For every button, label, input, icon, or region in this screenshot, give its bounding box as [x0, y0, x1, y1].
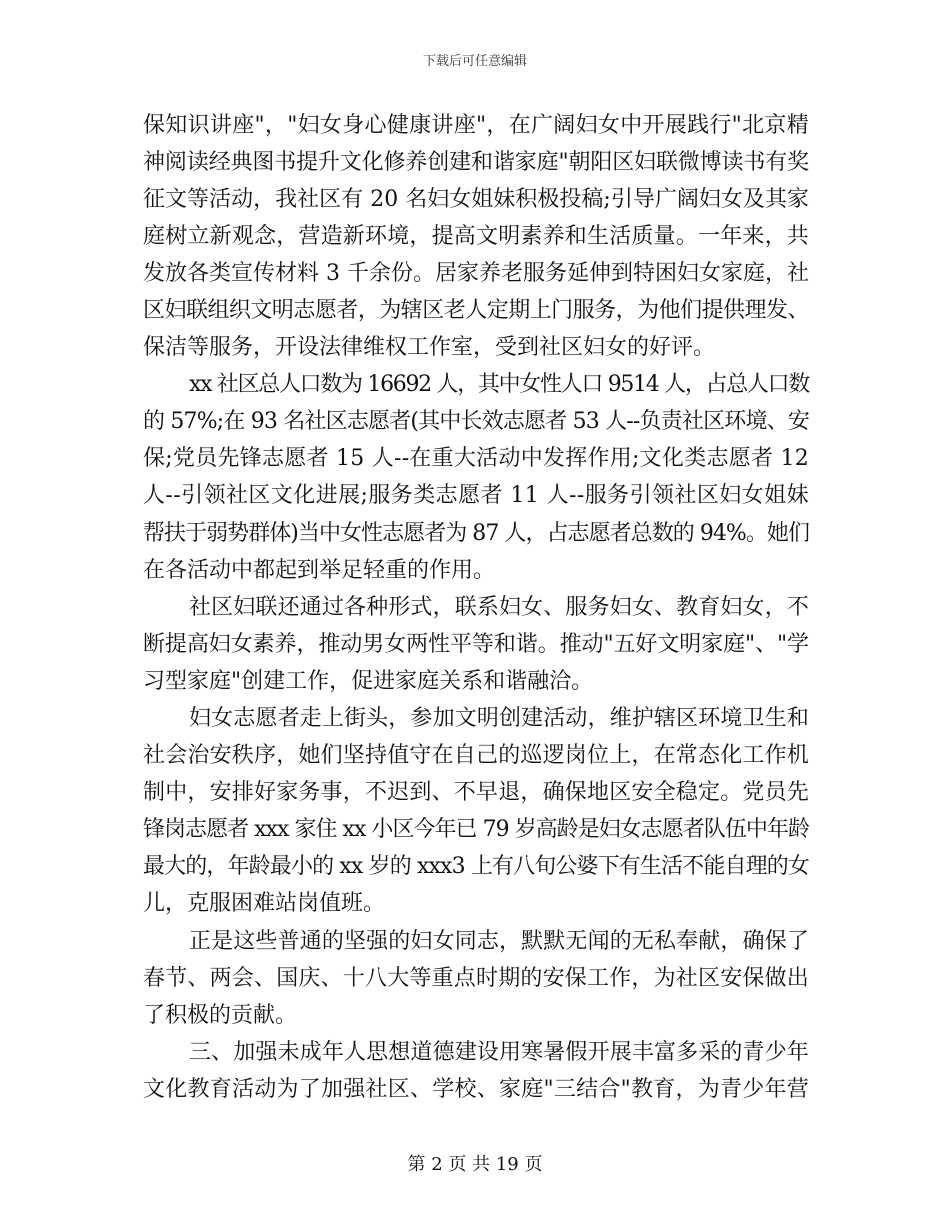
paragraph-line: 人--引领社区文化进展;服务类志愿者 11 人--服务引领社区妇女姐妹 — [143, 483, 809, 509]
paragraph-line: 保洁等服务，开设法律维权工作室，受到社区妇女的好评。 — [143, 335, 716, 361]
paragraph — [143, 923, 809, 1034]
paragraph-line: 帮扶于弱势群体)当中女性志愿者为 87 人，占志愿者总数的 94%。她们 — [143, 520, 809, 546]
paragraph-line: 神阅读经典图书提升文化修养创建和谐家庭"朝阳区妇联微博读书有奖 — [143, 149, 809, 175]
page-number-footer: 第 2 页 共 19 页 — [407, 1154, 543, 1175]
paragraph-line: 社会治安秩序，她们坚持值守在自己的巡逻岗位上，在常态化工作机 — [143, 743, 809, 769]
paragraph-line: 锋岗志愿者 xxx 家住 xx 小区今年已 79 岁高龄是妇女志愿者队伍中年龄 — [143, 817, 809, 843]
paragraph-line: 保;党员先锋志愿者 15 人--在重大活动中发挥作用;文化类志愿者 12 — [143, 446, 809, 472]
paragraph-line: 发放各类宣传材料 3 千余份。居家养老服务延伸到特困妇女家庭，社 — [143, 260, 809, 286]
paragraph-line: 春节、两会、国庆、十八大等重点时期的安保工作，为社区安保做出 — [143, 965, 809, 991]
paragraph-line: 在各活动中都起到举足轻重的作用。 — [143, 557, 496, 583]
paragraph-line: 妇女志愿者走上街头，参加文明创建活动，维护辖区环境卫生和 — [189, 706, 809, 731]
paragraph — [143, 107, 809, 367]
paragraph-line: 三、加强未成年人思想道德建设用寒暑假开展丰富多采的青少年 — [189, 1039, 809, 1065]
paragraph-line: 保知识讲座"，"妇女身心健康讲座"，在广阔妇女中开展践行"北京精 — [143, 112, 809, 138]
paragraph-line: 了积极的贡献。 — [143, 1002, 298, 1028]
paragraph-line: xx 社区总人口数为 16692 人，其中女性人口 9514 人，占总人口数 — [189, 372, 809, 398]
paragraph — [143, 1034, 809, 1108]
paragraph — [143, 700, 809, 923]
paragraph-line: 文化教育活动为了加强社区、学校、家庭"三结合"教育，为青少年营 — [143, 1076, 809, 1102]
paragraph-line: 断提高妇女素养，推动男女两性平等和谐。推动"五好文明家庭"、"学 — [143, 631, 809, 657]
paragraph-line: 社区妇联还通过各种形式，联系妇女、服务妇女、教育妇女，不 — [189, 594, 809, 620]
paragraph — [143, 366, 809, 589]
paragraph-line: 庭树立新观念，营造新环境，提高文明素养和生活质量。一年来，共 — [143, 223, 809, 249]
paragraph-line: 区妇联组织文明志愿者，为辖区老人定期上门服务，为他们提供理发、 — [143, 297, 809, 323]
paragraph-line: 正是这些普通的坚强的妇女同志，默默无闻的无私奉献，确保了 — [189, 928, 809, 954]
paragraph-line: 儿，克服困难站岗值班。 — [143, 891, 386, 917]
paragraph — [143, 589, 809, 700]
paragraph-line: 的 57%;在 93 名社区志愿者(其中长效志愿者 53 人--负责社区环境、安 — [143, 409, 809, 435]
paragraph-line: 制中，安排好家务事，不迟到、不早退，确保地区安全稳定。党员先 — [143, 780, 809, 806]
paragraph-line: 征文等活动，我社区有 20 名妇女姐妹积极投稿;引导广阔妇女及其家 — [143, 186, 809, 212]
paragraph-line: 习型家庭"创建工作，促进家庭关系和谐融洽。 — [143, 668, 594, 694]
paragraph-line: 最大的，年龄最小的 xx 岁的 xxx3 上有八旬公婆下有生活不能自理的女 — [143, 854, 809, 880]
document-body — [143, 107, 809, 1109]
page-header-note: 下载后可任意编辑 — [422, 54, 527, 69]
